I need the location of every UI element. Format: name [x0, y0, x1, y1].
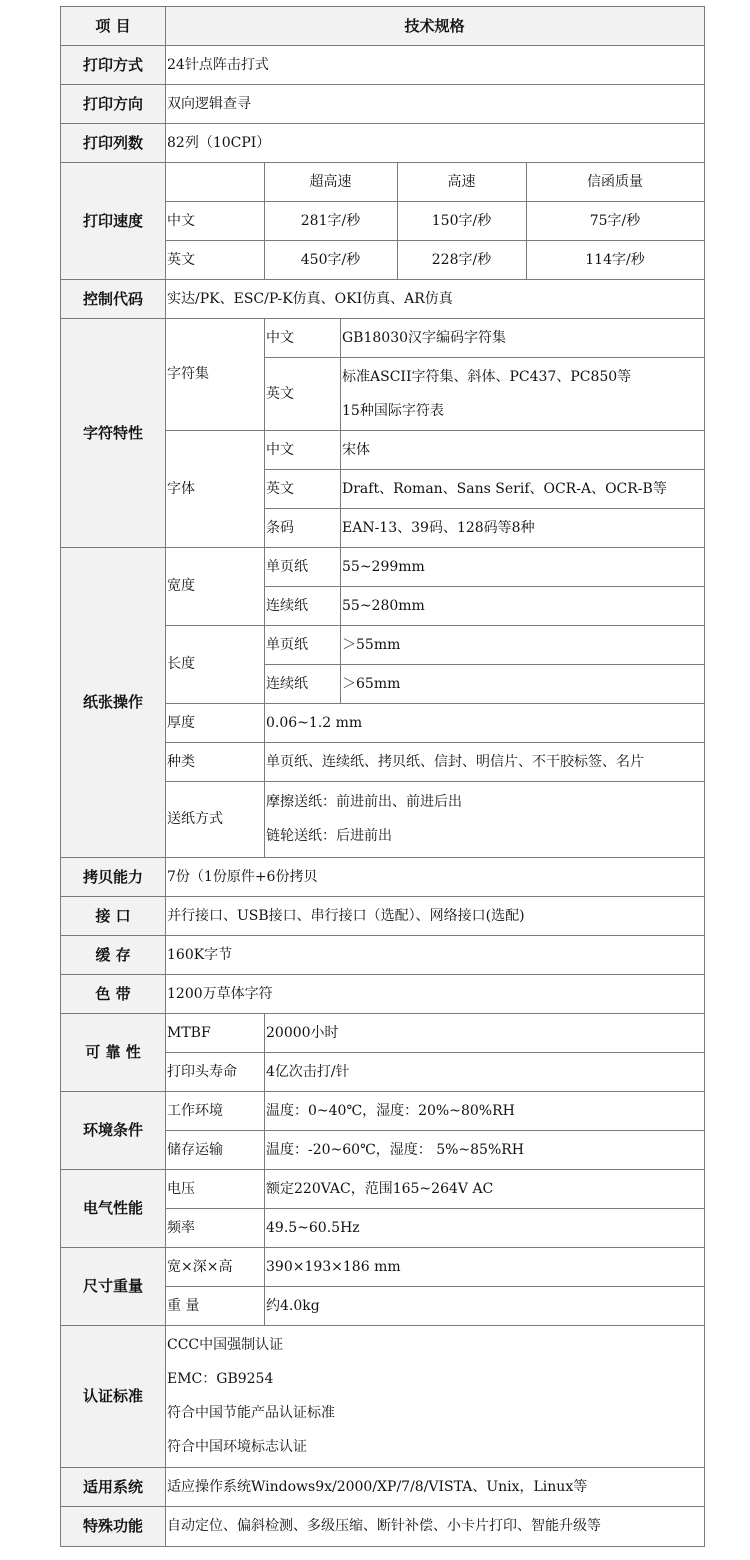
value-special: 自动定位、偏斜检测、多级压缩、断针补偿、小卡片打印、智能升级等: [167, 1518, 601, 1534]
label-ribbon: 色 带: [61, 974, 165, 1013]
row-divider: [60, 162, 705, 163]
env-work-value: 温度：0~40℃，湿度：20%~80%RH: [266, 1102, 515, 1119]
row-divider: [60, 1325, 705, 1326]
value-copy-ability: 7份（1份原件+6份拷贝: [167, 868, 318, 885]
column-divider: [165, 6, 166, 1547]
label-environment: 环境条件: [61, 1091, 165, 1169]
paper-feed-line: 链轮送纸：后进前出: [266, 828, 392, 844]
reliability-mtbf-label: MTBF: [167, 1024, 211, 1041]
certification-item: CCC中国强制认证: [167, 1337, 284, 1353]
paper-width-cont-label: 连续纸: [266, 597, 308, 614]
value-interface: 并行接口、USB接口、串行接口（选配）、网络接口(选配): [167, 907, 525, 924]
chars-font-en-label: 英文: [266, 480, 294, 497]
certification-item: EMC：GB9254: [167, 1371, 274, 1387]
label-control-code: 控制代码: [61, 279, 165, 318]
paper-width-cont-value: 55~280mm: [342, 597, 425, 614]
paper-length-cut-label: 单页纸: [266, 636, 308, 653]
label-electrical: 电气性能: [61, 1169, 165, 1247]
column-divider: [340, 318, 341, 703]
row-divider: [60, 45, 705, 46]
label-print-method: 打印方式: [61, 45, 165, 84]
paper-width-label: 宽度: [167, 578, 195, 594]
row-divider: [264, 469, 705, 470]
paper-thickness-label: 厚度: [167, 714, 195, 731]
row-divider: [60, 279, 705, 280]
paper-feed-line: 摩擦送纸：前进前出、前进后出: [266, 794, 462, 810]
row-divider: [165, 781, 705, 782]
elec-frequency-value: 49.5~60.5Hz: [266, 1219, 360, 1236]
paper-width-cut-value: 55~299mm: [342, 558, 425, 575]
paper-length-cut-value: ＞55mm: [342, 636, 401, 653]
row-divider: [264, 586, 705, 587]
elec-frequency-label: 频率: [167, 1219, 195, 1236]
certification-item: 符合中国环境标志认证: [167, 1439, 307, 1455]
column-divider: [264, 162, 265, 279]
speed-cell: 281字/秒: [300, 212, 361, 229]
elec-voltage-label: 电压: [167, 1180, 195, 1197]
value-print-method: 24针点阵击打式: [167, 56, 269, 73]
row-divider: [264, 664, 705, 665]
chars-charset-en-value: [340, 357, 704, 430]
column-divider: [264, 318, 265, 857]
dim-size-label: 宽×深×高: [167, 1258, 233, 1275]
row-divider: [60, 1013, 705, 1014]
row-divider: [60, 1091, 705, 1092]
value-control-code: 实达/PK、ESC/P-K仿真、OKI仿真、AR仿真: [167, 290, 453, 307]
speed-row-label: 中文: [167, 212, 195, 229]
speed-header-letter: 信函质量: [587, 173, 643, 190]
label-print-direction: 打印方向: [61, 84, 165, 123]
elec-voltage-value: 额定220VAC，范围165~264V AC: [266, 1180, 494, 1197]
chars-barcode-label: 条码: [266, 519, 294, 536]
header-item: 项 目: [61, 7, 165, 45]
row-divider: [60, 896, 705, 897]
table-border: [60, 6, 705, 7]
chars-font-label: 字体: [167, 480, 195, 497]
label-reliability: 可 靠 性: [61, 1013, 165, 1091]
row-divider: [165, 703, 705, 704]
row-divider: [60, 123, 705, 124]
value-print-direction: 双向逻辑查寻: [167, 95, 251, 112]
paper-thickness-value: 0.06~1.2 mm: [266, 714, 363, 731]
value-systems: 适应操作系统Windows9x/2000/XP/7/8/VISTA、Unix，Linux等: [167, 1478, 588, 1495]
label-char-features: 字符特性: [61, 318, 165, 547]
speed-cell: 228字/秒: [431, 251, 492, 268]
dim-weight-value: 约4.0kg: [266, 1297, 320, 1314]
value-print-columns: 82列（10CPI）: [167, 134, 271, 151]
label-print-speed: 打印速度: [61, 162, 165, 279]
certification-item: 符合中国节能产品认证标准: [167, 1405, 335, 1421]
chars-font-cn-value: 宋体: [342, 441, 370, 458]
reliability-head-label: 打印头寿命: [167, 1063, 237, 1080]
label-print-columns: 打印列数: [61, 123, 165, 162]
row-divider: [165, 430, 705, 431]
env-storage-value: 温度：-20~60℃，湿度： 5%~85%RH: [266, 1141, 525, 1158]
label-special: 特殊功能: [61, 1506, 165, 1546]
paper-length-label: 长度: [167, 656, 195, 672]
certification-list: [165, 1325, 704, 1467]
header-spec: 技术规格: [165, 7, 704, 45]
env-work-label: 工作环境: [167, 1102, 223, 1119]
chars-charset-en-line: 15种国际字符表: [342, 402, 444, 419]
row-divider: [165, 1208, 705, 1209]
chars-font-cn-label: 中文: [266, 441, 294, 458]
speed-header-ultra: 超高速: [309, 173, 352, 190]
column-divider: [526, 162, 527, 279]
column-divider: [397, 162, 398, 279]
speed-cell: 150字/秒: [431, 212, 492, 229]
speed-cell: 450字/秒: [300, 251, 361, 268]
table-border: [60, 6, 61, 1547]
env-storage-label: 储存运输: [167, 1141, 223, 1158]
row-divider: [165, 1052, 705, 1053]
row-divider: [60, 1247, 705, 1248]
label-dimensions-weight: 尺寸重量: [61, 1247, 165, 1325]
row-divider: [165, 1286, 705, 1287]
row-divider: [60, 547, 705, 548]
row-divider: [60, 1467, 705, 1468]
label-copy-ability: 拷贝能力: [61, 857, 165, 896]
row-divider: [60, 1506, 705, 1507]
row-divider: [60, 974, 705, 975]
chars-charset-cn-label: 中文: [266, 329, 294, 346]
row-divider: [264, 508, 705, 509]
table-border: [704, 6, 705, 1547]
row-divider: [165, 201, 705, 202]
chars-charset-en-label: 英文: [266, 385, 294, 402]
reliability-head-value: 4亿次击打/针: [266, 1063, 350, 1080]
paper-types-value: 单页纸、连续纸、拷贝纸、信封、明信片、不干胶标签、名片: [266, 753, 644, 770]
row-divider: [165, 625, 705, 626]
value-buffer: 160K字节: [167, 946, 233, 963]
paper-feed-value: [264, 781, 704, 857]
paper-types-label: 种类: [167, 753, 195, 770]
label-buffer: 缓 存: [61, 935, 165, 974]
paper-length-cont-value: ＞65mm: [342, 675, 401, 692]
reliability-mtbf-value: 20000小时: [266, 1024, 339, 1041]
chars-charset-cn-value: GB18030汉字编码字符集: [342, 329, 507, 346]
paper-width-cut-label: 单页纸: [266, 558, 308, 575]
speed-cell: 114字/秒: [585, 251, 645, 268]
row-divider: [60, 318, 705, 319]
chars-charset-label: 字符集: [167, 366, 209, 382]
dim-weight-label: 重 量: [167, 1297, 200, 1314]
paper-length-cont-label: 连续纸: [266, 675, 308, 692]
speed-row-label: 英文: [167, 251, 195, 268]
chars-font-en-value: Draft、Roman、Sans Serif、OCR-A、OCR-B等: [342, 480, 667, 497]
row-divider: [165, 742, 705, 743]
row-divider: [165, 1130, 705, 1131]
chars-charset-en-line: 标准ASCII字符集、斜体、PC437、PC850等: [342, 368, 632, 385]
paper-feed-label: 送纸方式: [167, 811, 223, 827]
speed-header-high: 高速: [447, 173, 476, 190]
value-ribbon: 1200万草体字符: [167, 985, 273, 1002]
dim-size-value: 390×193×186 mm: [266, 1258, 401, 1275]
row-divider: [60, 857, 705, 858]
row-divider: [60, 935, 705, 936]
row-divider: [165, 240, 705, 241]
label-paper-handling: 纸张操作: [61, 547, 165, 857]
label-interface: 接 口: [61, 896, 165, 935]
label-systems: 适用系统: [61, 1467, 165, 1506]
table-border: [60, 1546, 705, 1547]
row-divider: [264, 357, 705, 358]
label-certification: 认证标准: [61, 1325, 165, 1467]
row-divider: [60, 1169, 705, 1170]
row-divider: [60, 84, 705, 85]
speed-cell: 75字/秒: [589, 212, 641, 229]
chars-barcode-value: EAN-13、39码、128码等8种: [342, 519, 535, 536]
